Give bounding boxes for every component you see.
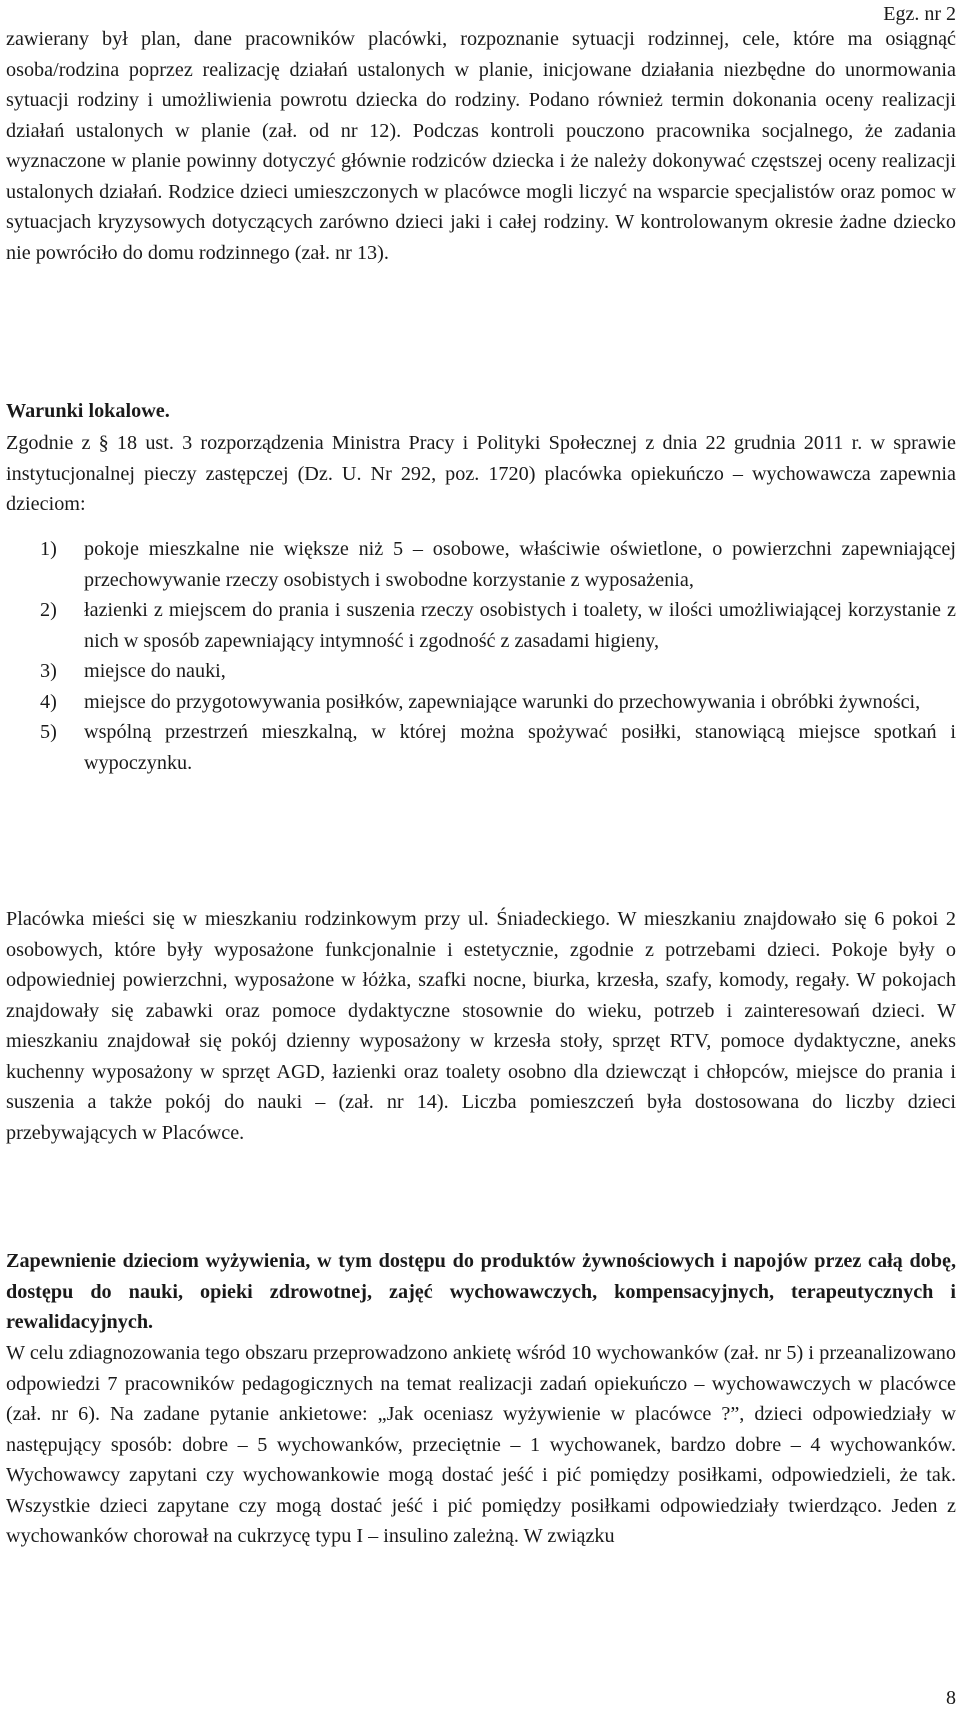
paragraph-plan: zawierany był plan, dane pracowników placówki, rozpoznanie sytuacji rodzinnej, cele, które ma osiągnąć osoba/rodzina poprzez realizację działań ustalonych w planie, inicjowane działania niezbędne do unormowania sytuacji rodziny i umożliwienia powrotu dziecka do rodziny. Podano również termin dokonania oceny realizacji działań ustalonych w planie (zał. od nr 12). Podczas kontroli pouczono pracownika socjalnego, że zadania wyznaczone w planie powinny dotyczyć głównie rodziców dziecka i że należy dokonywać częstszej oceny realizacji ustalonych działań. Rodzice dzieci umieszczonych w placówce mogli liczyć na wsparcie specjalistów oraz pomoc w sytuacjach kryzysowych dotyczących zarówno dzieci jaki i całej rodziny. W kontrolowanym okresie żadne dziecko nie powróciło do domu rodzinnego (zał. nr 13). bbox=[6, 28, 956, 264]
list-item-text: łazienki z miejscem do prania i suszenia rzeczy osobistych i toalety, w ilości umożliwiającej korzystanie z nich w sposób zapewniający intymność i zgodność z zasadami higieny, bbox=[84, 599, 956, 652]
paragraph-regulation-intro: Zgodnie z § 18 ust. 3 rozporządzenia Ministra Pracy i Polityki Społecznej z dnia 22 grudnia 2011 r. w sprawie instytucjonalnej pieczy zastępczej (Dz. U. Nr 292, poz. 1720) placówka opiekuńczo – wychowawcza zapewnia dzieciom: bbox=[6, 432, 956, 515]
list-item-number: 5) bbox=[40, 721, 57, 743]
paragraph-survey-results: W celu zdiagnozowania tego obszaru przeprowadzono ankietę wśród 10 wychowanków (zał. nr 5) i przeanalizowano odpowiedzi 7 pracowników pedagogicznych na temat realizacji zadań opiekuńczo – wychowawczych w placówce (zał. nr 6). Na zadane pytanie ankietowe: „Jak oceniasz wyżywienie w placówce ?”, dzieci odpowiedziały w następujący sposób: dobre – 5 wychowanków, przeciętnie – 1 wychowanek, bardzo dobre – 4 wychowanków. Wychowawcy zapytani czy wychowankowie mogą dostać jeść i pić pomiędzy posiłkami, odpowiedzieli, że tak. Wszystkie dzieci zapytane czy mogą dostać jeść i pić pomiędzy posiłkami odpowiedziały twierdząco. Jeden z wychowanków chorował na cukrzycę typu I – insulino zależną. W związku bbox=[6, 1342, 956, 1547]
list-item-number: 3) bbox=[40, 660, 57, 682]
heading-warunki-lokalowe: Warunki lokalowe. bbox=[6, 400, 170, 422]
list-item bbox=[6, 687, 956, 718]
list-item-text: pokoje mieszkalne nie większe niż 5 – osobowe, właściwie oświetlone, o powierzchni zapewniającej przechowywanie rzeczy osobistych i swobodne korzystanie z wyposażenia, bbox=[84, 538, 956, 591]
list-item-number: 4) bbox=[40, 690, 57, 713]
list-item-text: miejsce do przygotowywania posiłków, zapewniające warunki do przechowywania i obróbki żywności, bbox=[84, 690, 921, 713]
list-item-number: 1) bbox=[40, 538, 57, 560]
heading-zapewnienie: Zapewnienie dzieciom wyżywienia, w tym dostępu do produktów żywnościowych i napojów przez całą dobę, dostępu do nauki, opieki zdrowotnej, zajęć wychowawczych, kompensacyjnych, terapeutycznych i rewalidacyjnych. bbox=[6, 1250, 956, 1333]
page-number: 8 bbox=[946, 1687, 956, 1709]
list-item bbox=[6, 717, 956, 778]
copy-number-label: Egz. nr 2 bbox=[883, 3, 956, 25]
list-item bbox=[6, 534, 956, 595]
list-item bbox=[6, 595, 956, 656]
list-item bbox=[6, 656, 956, 687]
list-item-text: wspólną przestrzeń mieszkalną, w której można spożywać posiłki, stanowiącą miejsce spotkań i wypoczynku. bbox=[84, 721, 956, 774]
requirements-list bbox=[6, 534, 956, 778]
paragraph-facility-description: Placówka mieści się w mieszkaniu rodzinkowym przy ul. Śniadeckiego. W mieszkaniu znajdowało się 6 pokoi 2 osobowych, które były wyposażone funkcjonalnie i estetycznie, zgodnie z potrzebami dzieci. Pokoje były o odpowiedniej powierzchni, wyposażone w łóżka, szafki nocne, biurka, krzesła, szafy, komody, regały. W pokojach znajdowały się zabawki oraz pomoce dydaktyczne stosownie do wieku, potrzeb i zainteresowań dzieci. W mieszkaniu znajdował się pokój dzienny wyposażony w krzesła stoły, sprzęt RTV, pomoce dydaktyczne, aneks kuchenny wyposażony w sprzęt AGD, łazienki oraz toalety osobno dla dziewcząt i chłopców, miejsce do prania i suszenia a także pokój do nauki – (zał. nr 14). Liczba pomieszczeń była dostosowana do liczby dzieci przebywających w Placówce. bbox=[6, 908, 956, 1144]
list-item-number: 2) bbox=[40, 599, 57, 621]
list-item-text: miejsce do nauki, bbox=[84, 660, 226, 682]
